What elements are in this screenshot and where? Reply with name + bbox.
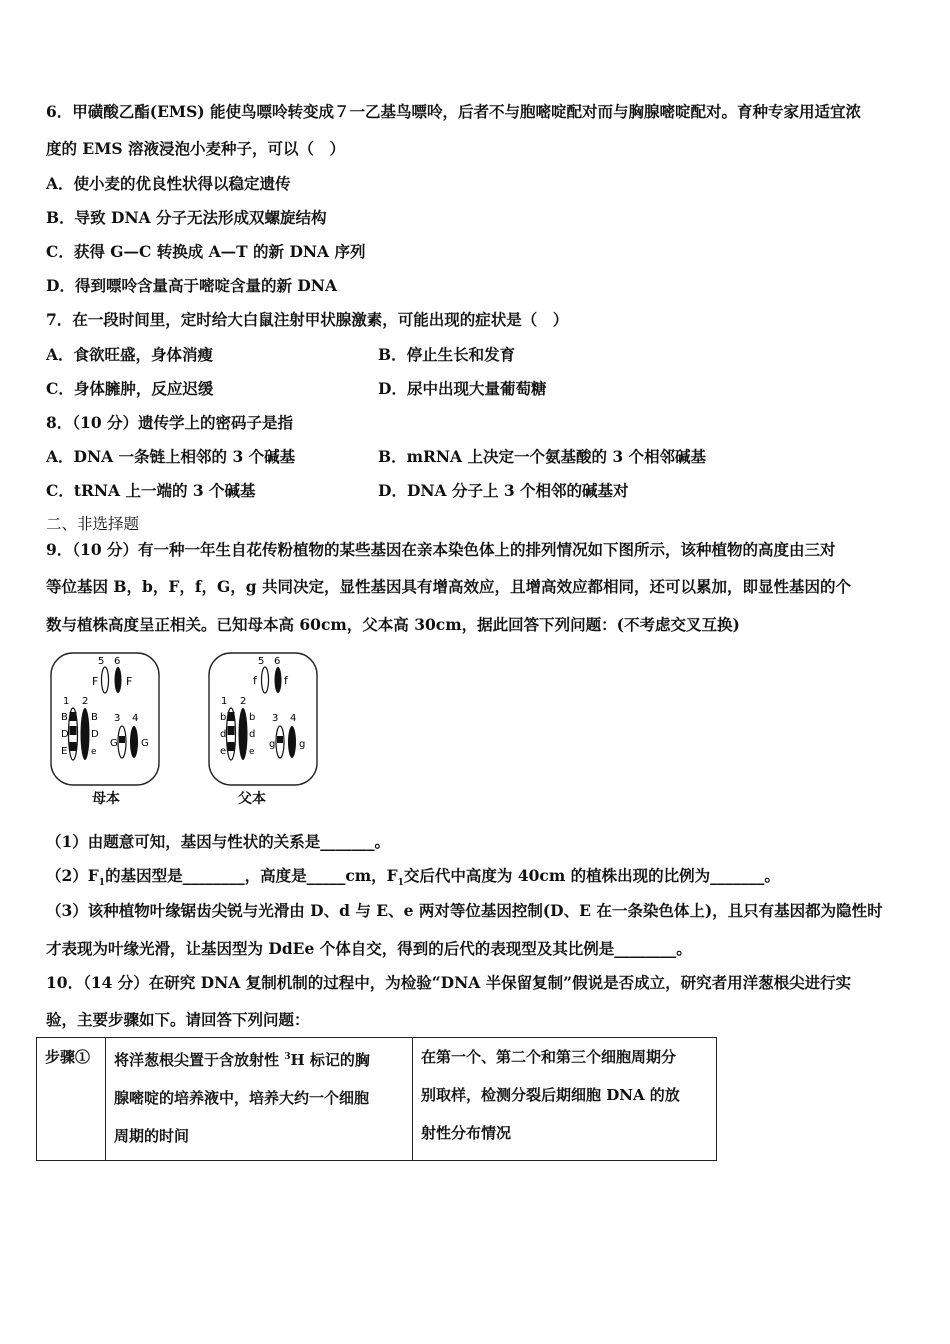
band-1c [228, 742, 235, 751]
label-6: 6 [274, 656, 281, 667]
table-row [37, 1038, 717, 1161]
band-1b [70, 726, 77, 735]
chromosome-2 [81, 708, 90, 760]
chromosome-6 [275, 667, 282, 693]
gene-e-2: e [249, 747, 255, 757]
q9-sub3-line2: 才表现为叶缘光滑，让基因型为 DdEe 个体自交，得到的后代的表现型及其比例是________。 [46, 939, 692, 958]
q8-option-b: B．mRNA 上决定一个氨基酸的 3 个相邻碱基 [378, 447, 707, 466]
gene-F-right: F [126, 675, 133, 688]
q9-sub2: $(2)F_1$的基因型是________，高度是_____cm，$F_1$交后代中高度为 40cm 的植株出现的比例为_______。 [46, 866, 780, 889]
q7-option-a: A．食欲旺盛，身体消瘦 [46, 345, 214, 364]
gene-e-1: e [220, 746, 227, 757]
chromosome-5 [102, 667, 109, 693]
father-caption: 父本 [238, 791, 266, 807]
gene-b-1: b [220, 712, 227, 723]
q10-stem-line1: 10．（14 分）在研究 DNA 复制机制的过程中，为检验“DNA 半保留复制”假说是否成立，研究者用洋葱根尖进行实 [46, 973, 852, 992]
step-label-cell: 步骤① [37, 1038, 106, 1161]
label-6: 6 [114, 656, 121, 667]
gene-B-2: B [91, 712, 98, 723]
q9-sub3-line1: （3）该种植物叶缘锯齿尖锐与光滑由 D、d 与 E、e 两对等位基因控制(D、E 在一条染色体上)，且只有基因都为隐性时 [46, 901, 883, 920]
step-sampling-cell: 在第一个、第二个和第三个细胞周期分 别取样，检测分裂后期细胞 DNA 的放 射性分布情况 [413, 1038, 717, 1161]
q9-sub1: （1）由题意可知，基因与性状的关系是_______。 [46, 832, 391, 851]
gene-b-2: b [249, 712, 256, 723]
label-4: 4 [132, 713, 139, 724]
label-3: 3 [272, 713, 279, 724]
band-1c [70, 742, 77, 751]
q8-stem: 8．（10 分）遗传学上的密码子是指 [46, 413, 294, 432]
band-3 [277, 736, 283, 743]
band-1a [70, 712, 77, 721]
gene-G-right: G [141, 738, 149, 749]
chromosome-2 [239, 708, 248, 760]
label-1: 1 [63, 696, 70, 707]
q9-stem-line1: 9．（10 分）有一种一年生自花传粉植物的某些基因在亲本染色体上的排列情况如下图所示，该种植物的高度由三对 [46, 540, 836, 559]
gene-B-1: B [61, 712, 68, 723]
q7-stem: 7．在一段时间里，定时给大白鼠注射甲状腺激素，可能出现的症状是（ ） [46, 310, 569, 329]
q6-option-d: D．得到嘌呤含量高于嘧啶含量的新 DNA [46, 276, 337, 295]
gene-g-right: g [299, 739, 306, 750]
q6-option-b: B．导致 DNA 分子无法形成双螺旋结构 [46, 208, 327, 227]
label-4: 4 [290, 713, 297, 724]
gene-G-left: G [110, 738, 118, 749]
q9-stem-line2: 等位基因 B，b，F，f，G，g 共同决定，显性基因具有增高效应，且增高效应都相同，还可以累加，即显性基因的个 [46, 577, 851, 596]
chromosome-4 [130, 726, 138, 758]
gene-d-2: d [249, 729, 256, 740]
label-5: 5 [98, 656, 105, 667]
q6-option-c: C．获得 G—C 转换成 A—T 的新 DNA 序列 [46, 242, 366, 261]
band-3 [119, 736, 125, 743]
q6-stem-line2: 度的 EMS 溶液浸泡小麦种子，可以（ ） [46, 139, 345, 158]
q7-option-c: C．身体臃肿，反应迟缓 [46, 379, 214, 398]
chromosome-6 [115, 667, 122, 693]
q10-steps-table [36, 1037, 717, 1161]
label-2: 2 [240, 696, 247, 707]
q6-stem-line1: 6．甲磺酸乙酯(EMS) 能使鸟嘌呤转变成７一乙基鸟嘌呤，后者不与胞嘧啶配对而与胸腺嘧啶配对。育种专家用适宜浓 [46, 102, 862, 121]
gene-d-1: d [220, 729, 227, 740]
q10-stem-line2: 验，主要步骤如下。请回答下列问题： [46, 1010, 310, 1029]
section-heading: 二、非选择题 [46, 515, 140, 533]
gene-f-left: f [253, 674, 257, 687]
gene-F-left: F [92, 675, 99, 688]
label-5: 5 [258, 656, 265, 667]
mother-chromosome-figure [48, 650, 164, 788]
label-2: 2 [82, 696, 89, 707]
q9-stem-line3: 数与植株高度呈正相关。已知母本高 60cm，父本高 30cm，据此回答下列问题：(不考虑交叉互换) [46, 615, 740, 634]
gene-D-2: D [91, 729, 99, 740]
gene-f-right: f [284, 674, 288, 687]
gene-e: e [91, 747, 97, 757]
q8-option-a: A．DNA 一条链上相邻的 3 个碱基 [46, 447, 296, 466]
q8-option-d: D．DNA 分子上 3 个相邻的碱基对 [378, 481, 629, 500]
step-method-cell: 将洋葱根尖置于含放射性 $^3$H 标记的胸 腺嘧啶的培养液中，培养大约一个细胞 周期的时间 [106, 1038, 413, 1161]
q6-option-a: A．使小麦的优良性状得以稳定遗传 [46, 174, 291, 193]
q7-option-d: D．尿中出现大量葡萄糖 [378, 379, 547, 398]
father-chromosome-figure [206, 650, 322, 788]
mother-caption: 母本 [92, 791, 120, 807]
chromosome-4 [288, 726, 296, 758]
gene-D-1: D [61, 729, 69, 740]
gene-g-left: g [269, 739, 276, 750]
band-1b [228, 726, 235, 735]
label-3: 3 [114, 713, 121, 724]
q8-option-c: C．tRNA 上一端的 3 个碱基 [46, 481, 256, 500]
chromosome-5 [262, 667, 269, 693]
band-1a [228, 712, 235, 721]
gene-E: E [61, 746, 68, 757]
label-1: 1 [221, 696, 228, 707]
q7-option-b: B．停止生长和发育 [378, 345, 516, 364]
